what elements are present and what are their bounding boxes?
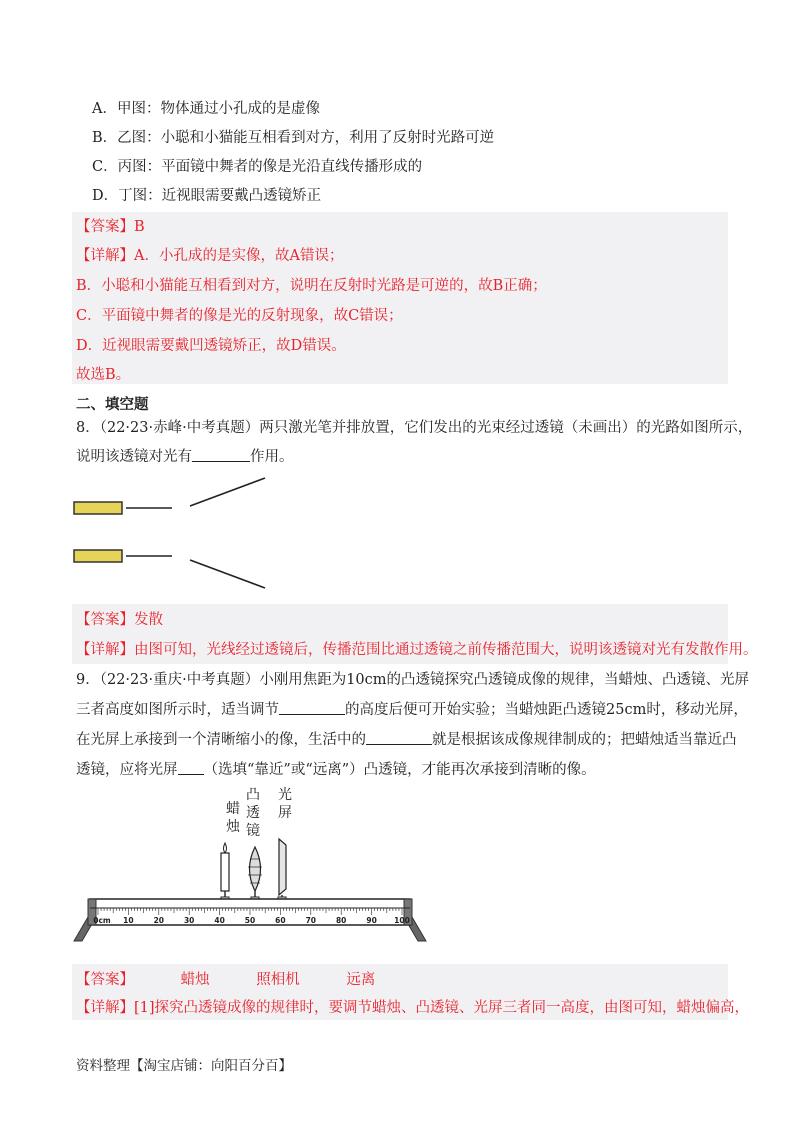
detail-text: [1]探究凸透镜成像的规律时，要调节蜡烛、凸透镜、光屏三者同一高度，由图可知，蜡烛偏高， (134, 1000, 750, 1016)
ruler-tick-label: 90 (366, 916, 377, 925)
q8-stem-line-2 (76, 447, 294, 467)
optical-bench-diagram (70, 785, 440, 950)
option-a: A．甲图：物体通过小孔成的是虚像 (92, 101, 320, 117)
answer-value: 发散 (134, 612, 163, 628)
lens-label-1: 凸 (246, 787, 260, 803)
candle-label-2: 烛 (226, 819, 240, 835)
laser-pointer-bottom (74, 550, 122, 562)
optical-bench-rail (88, 899, 412, 925)
answer-value-3: 远离 (346, 972, 376, 988)
answer-tag: 【答案】 (76, 612, 134, 628)
stem-text: 就是根据该成像规律制成的；把蜡烛适当靠近凸 (432, 732, 737, 748)
q8-stem-line-1: 8．（22·23·赤峰·中考真题）两只激光笔并排放置，它们发出的光束经过透镜（未画出）的光路如图所示， (76, 420, 753, 436)
q7-detail-line-1 (76, 246, 343, 266)
stem-text: （选填“靠近”或“远离”）凸透镜，才能再次承接到清晰的像。 (203, 762, 596, 778)
answer-value-1: 蜡烛 (180, 972, 210, 988)
option-c: C．丙图：平面镜中舞者的像是光沿直线传播形成的 (92, 159, 423, 175)
stem-text: 在光屏上承接到一个清晰缩小的像，生活中的 (76, 732, 366, 748)
stem-text: 三者高度如图所示时，适当调节 (76, 702, 279, 718)
ruler-tick-label: 10 (123, 916, 134, 925)
q9-stem-line-2 (76, 700, 748, 720)
laser-pointer-top (74, 502, 122, 514)
q7-answer (76, 217, 145, 237)
ruler-tick-label: 60 (275, 916, 286, 925)
ruler-tick-label: 20 (153, 916, 165, 925)
answer-value: B (134, 219, 145, 235)
answer-tag: 【答案】 (76, 219, 134, 235)
q7-answer-panel (72, 212, 728, 384)
page-footer: 资料整理【淘宝店铺：向阳百分百】 (76, 1058, 292, 1074)
candle (221, 843, 229, 907)
candle-label-1: 蜡 (226, 801, 240, 817)
q9-stem-line-3 (76, 730, 737, 750)
ruler-tick-label: 30 (183, 916, 195, 925)
screen-label-1: 光 (278, 787, 292, 803)
q9-stem-line-4 (76, 760, 596, 780)
q8-answer (76, 610, 163, 630)
lens-label-3: 镜 (246, 823, 260, 839)
convex-lens (248, 847, 262, 907)
screen-label-2: 屏 (278, 805, 292, 821)
detail-text: 由图可知，光线经过透镜后，传播范围比通过透镜之前传播范围大，说明该透镜对光有发散作用。 (134, 642, 758, 658)
q7-detail-line-5: 故选B。 (76, 367, 131, 383)
q9-stem-line-1: 9．（22·23·重庆·中考真题）小刚用焦距为10cm的凸透镜探究凸透镜成像的规律，当蜡烛、凸透镜、光屏 (76, 672, 750, 688)
ruler-tick-label: 100 (394, 916, 410, 925)
q8-detail (76, 640, 758, 660)
q7-detail-line-3: C．平面镜中舞者的像是光的反射现象，故C错误； (76, 308, 403, 324)
lens-label-2: 透 (246, 805, 260, 821)
refracted-beam-bottom (190, 560, 265, 588)
option-b: B．乙图：小聪和小猫能互相看到对方，利用了反射时光路可逆 (92, 130, 495, 146)
light-screen (278, 839, 286, 907)
detail-text: A．小孔成的是实像，故A错误； (134, 248, 344, 264)
stem-text: 的高度后便可开始实验；当蜡烛距凸透镜25cm时，移动光屏， (345, 702, 748, 718)
detail-tag: 【详解】 (76, 642, 134, 658)
stem-text: 作用。 (250, 449, 294, 465)
ruler-tick-label: 40 (214, 916, 225, 925)
stem-text: 说明该透镜对光有 (76, 449, 192, 465)
answer-blank (178, 760, 204, 775)
ruler-tick-label: 0cm (93, 916, 111, 925)
q9-answer (76, 970, 375, 990)
option-d: D．丁图：近视眼需要戴凸透镜矫正 (92, 188, 322, 204)
ruler-tick-label: 70 (305, 916, 317, 925)
section-title: 二、填空题 (76, 396, 149, 413)
answer-value-2: 照相机 (256, 972, 300, 988)
q7-detail-line-4: D．近视眼需要戴凹透镜矫正，故D错误。 (76, 338, 346, 354)
q9-detail (76, 998, 749, 1018)
stem-text: 透镜，应将光屏 (76, 762, 178, 778)
ruler-tick-label: 80 (335, 916, 347, 925)
answer-blank (366, 730, 432, 745)
answer-blank (279, 700, 345, 715)
answer-tag: 【答案】 (76, 972, 134, 988)
refracted-beam-top (190, 478, 265, 506)
laser-diagram (70, 470, 280, 600)
answer-blank (192, 447, 250, 462)
q7-detail-line-2: B．小聪和小猫能互相看到对方，说明在反射时光路是可逆的，故B正确； (76, 278, 547, 294)
detail-tag: 【详解】 (76, 248, 134, 264)
detail-tag: 【详解】 (76, 1000, 134, 1016)
ruler-tick-label: 50 (244, 916, 256, 925)
